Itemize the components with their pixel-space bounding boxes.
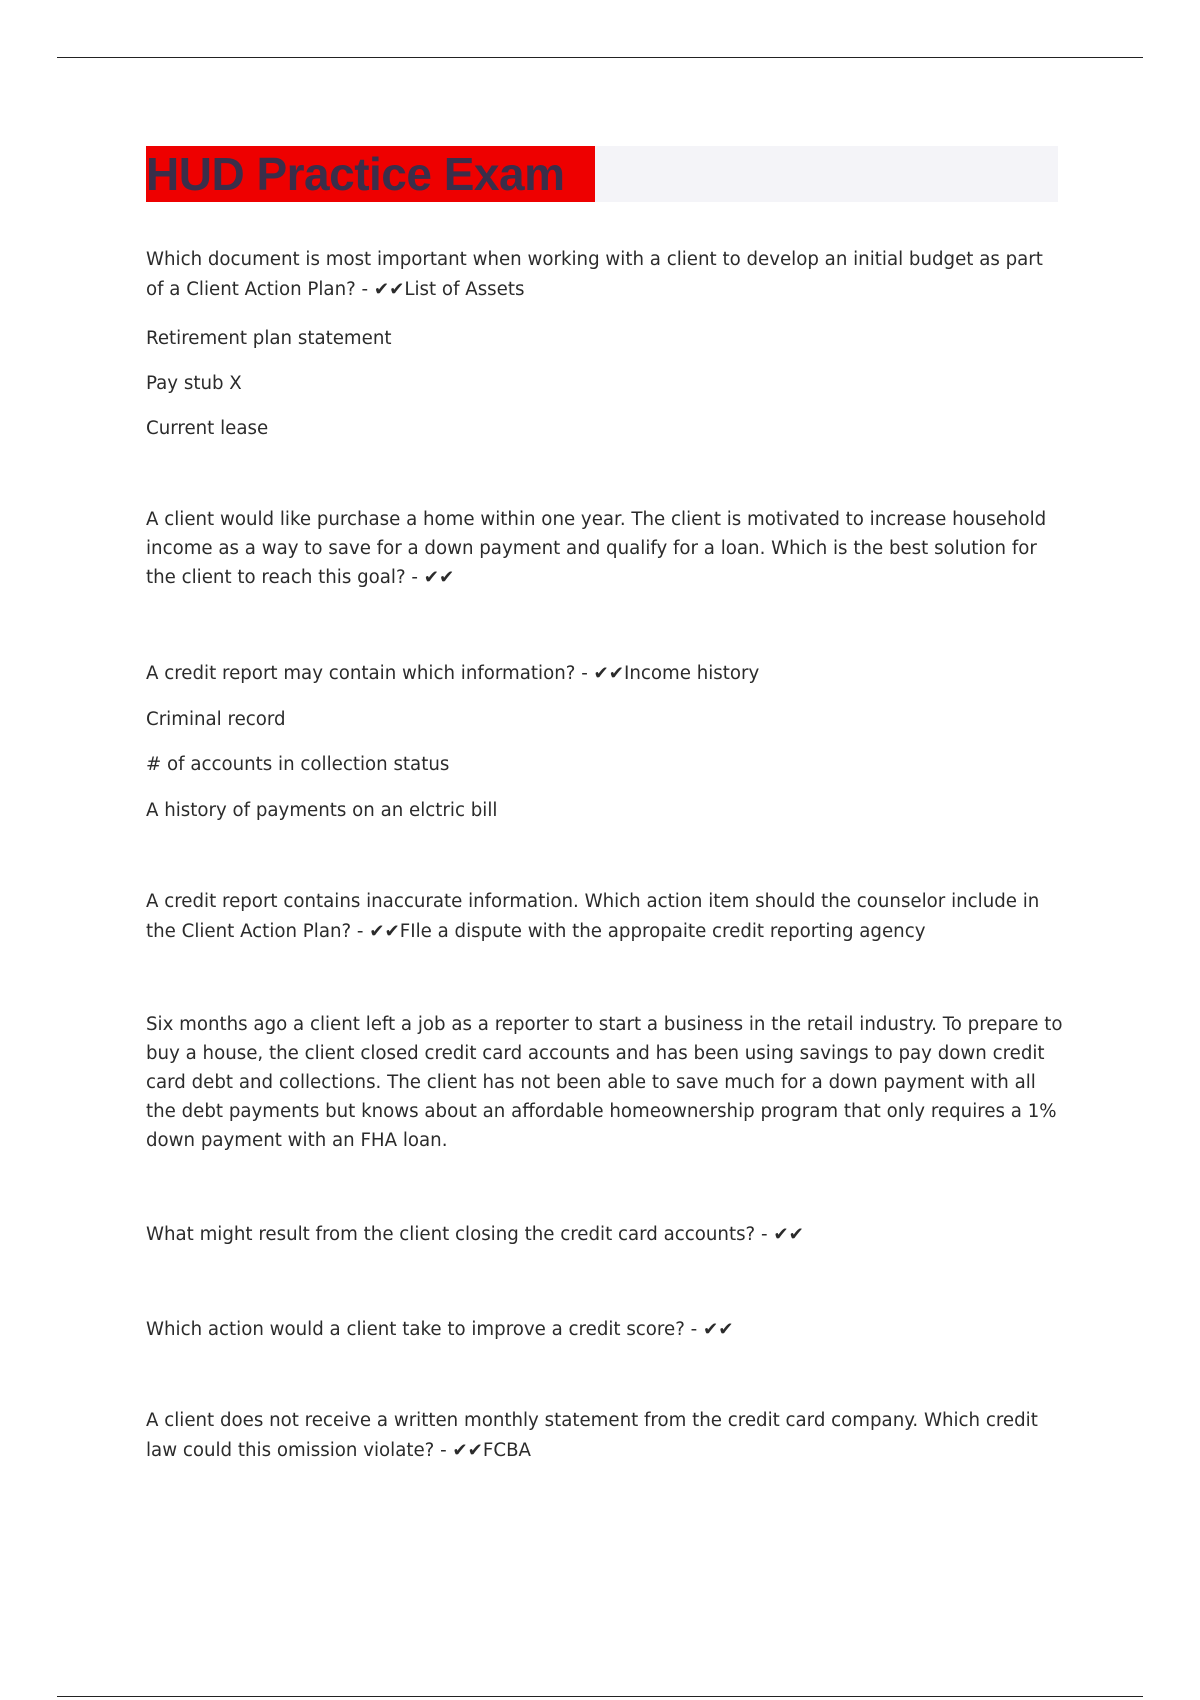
answer-option: A history of payments on an elctric bill (146, 800, 498, 821)
answer-option: Criminal record (146, 709, 286, 730)
question-paragraph: A credit report contains inaccurate information. Which action item should the counselor include in the Client Action Plan? - ✔✔FIle a dispute with the appropaite credit reporting agency (146, 891, 1040, 942)
answer-option: # of accounts in collection status (146, 754, 450, 775)
answer-option: Retirement plan statement (146, 328, 392, 349)
answer-option: Current lease (146, 418, 269, 439)
scenario-paragraph: Six months ago a client left a job as a reporter to start a business in the retail industry. To prepare to buy a house, the client closed credit card accounts and has been using savings to pay down credit card debt and collections. The client has not been able to save much for a down payment with all the debt payments but knows about an affordable homeownership program that only requires a 1% down payment with an FHA loan. (146, 1014, 1063, 1151)
answer-option: Pay stub X (146, 373, 242, 394)
question-paragraph: A credit report may contain which information? - ✔✔Income history (146, 663, 760, 684)
document-title: HUD Practice Exam (146, 148, 565, 200)
question-paragraph: What might result from the client closing the credit card accounts? - ✔✔ (146, 1224, 804, 1245)
header-rule (57, 57, 1143, 58)
title-band (146, 146, 1058, 202)
question-paragraph: Which action would a client take to improve a credit score? - ✔✔ (146, 1319, 734, 1340)
question-paragraph: A client would like purchase a home within one year. The client is motivated to increase household income as a way to save for a down payment and qualify for a loan. Which is the best solution for the client to reach this goal? - ✔✔ (146, 509, 1047, 588)
question-paragraph: Which document is most important when working with a client to develop an initial budget as part of a Client Action Plan? - ✔✔List of Assets (146, 249, 1043, 300)
footer-rule (57, 1696, 1143, 1697)
question-paragraph: A client does not receive a written monthly statement from the credit card company. Which credit law could this omission violate? - ✔✔FCBA (146, 1410, 1038, 1461)
